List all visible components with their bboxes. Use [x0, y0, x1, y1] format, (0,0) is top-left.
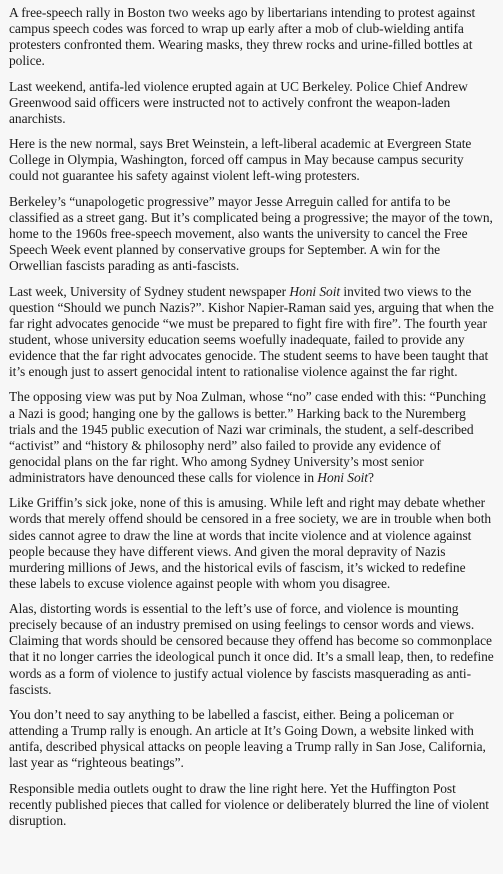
- article-paragraph: [9, 781, 495, 829]
- publication-name: Honi Soit: [317, 469, 368, 485]
- article-paragraph: [9, 707, 495, 771]
- paragraph-text: Like Griffin’s sick joke, none of this is amusing. While left and right may debate whether words that merely offend should be censored in a free society, we are in trouble when both sides cannot agree to draw the line at words that incite violence and at violence against people because they have different views. And given the moral depravity of Nazis murdering millions of Jews, and the historical evils of fascism, it’s wicked to redefine these labels to excuse violence against people with whom you disagree.: [9, 495, 492, 591]
- article-paragraph: [9, 601, 495, 698]
- paragraph-text: invited two views to the question “Should we punch Nazis?”. Kishor Napier-Raman said yes, arguing that when the far right advocates genocide “we must be prepared to fight fire with fire”. The fourth year student, whose university education seems woefully inadequate, failed to provide any evidence that the far right advocates genocide. The student seems to have been taught that it’s enough just to assert genocidal intent to rationalise violence against the far right.: [9, 283, 494, 380]
- paragraph-text: Berkeley’s “unapologetic progressive” mayor Jesse Arreguin called for antifa to be classified as a street gang. But it’s complicated being a progressive; the mayor of the town, home to the 1960s free-speech movement, also wants the university to cancel the Free Speech Week event planned by conservative groups for September. A win for the Orwellian fascists parading as anti-fascists.: [9, 193, 493, 274]
- article-paragraph: [9, 5, 495, 69]
- article-paragraph: [9, 389, 495, 486]
- paragraph-text: You don’t need to say anything to be labelled a fascist, either. Being a policeman or attending a Trump rally is enough. An article at It’s Going Down, a website linked with antifa, described physical attacks on people leaving a Trump rally in San Jose, California, last year as “righteous beatings”.: [9, 707, 486, 771]
- paragraph-text: Responsible media outlets ought to draw the line right here. Yet the Huffington Post recently published pieces that called for violence or deliberately blurred the line of violent disruption.: [9, 780, 489, 828]
- paragraph-text: A free-speech rally in Boston two weeks ago by libertarians intending to protest against campus speech codes was forced to wrap up early after a mob of club-wielding antifa protesters confronted them. Wearing masks, they threw rocks and urine-filled bottles at police.: [9, 5, 476, 69]
- article-paragraph: [9, 136, 495, 184]
- paragraph-text: Here is the new normal, says Bret Weinstein, a left-liberal academic at Evergreen State College in Olympia, Washington, forced off campus in May because campus security could not guarantee his safety against violent left-wing protesters.: [9, 136, 472, 184]
- paragraph-text: Last weekend, antifa-led violence erupted again at UC Berkeley. Police Chief Andrew Greenwood said officers were instructed not to actively confront the weapon-laden anarchists.: [9, 78, 468, 126]
- publication-name: Honi Soit: [289, 283, 341, 299]
- paragraph-text: Alas, distorting words is essential to the left’s use of force, and violence is mounting precisely because of an industry premised on using feelings to censor words and views. Claiming that words should be censored because they offend has become so commonplace that it no longer carries the ideological punch it once did. It’s a small leap, then, to redefine words as a form of violence to justify actual violence by fascists masquerading as anti-fascists.: [9, 601, 494, 697]
- article-paragraph: [9, 284, 495, 381]
- paragraph-text: ?: [368, 469, 374, 485]
- article-paragraph: [9, 495, 495, 592]
- article-paragraph: [9, 79, 495, 127]
- article-paragraph: [9, 194, 495, 274]
- paragraph-text: Last week, University of Sydney student newspaper: [9, 283, 290, 299]
- paragraph-text: The opposing view was put by Noa Zulman, whose “no” case ended with this: “Punching a Nazi is good; hanging one by the gallows is better.” Harking back to the Nuremberg trials and the 1945 public execution of Nazi war criminals, the student, a self-described “activist” and “history & philosophy nerd” also failed to provide any evidence of genocidal plans on the far right. Who among Sydney University’s most senior administrators have denounced these calls for violence in: [9, 389, 486, 485]
